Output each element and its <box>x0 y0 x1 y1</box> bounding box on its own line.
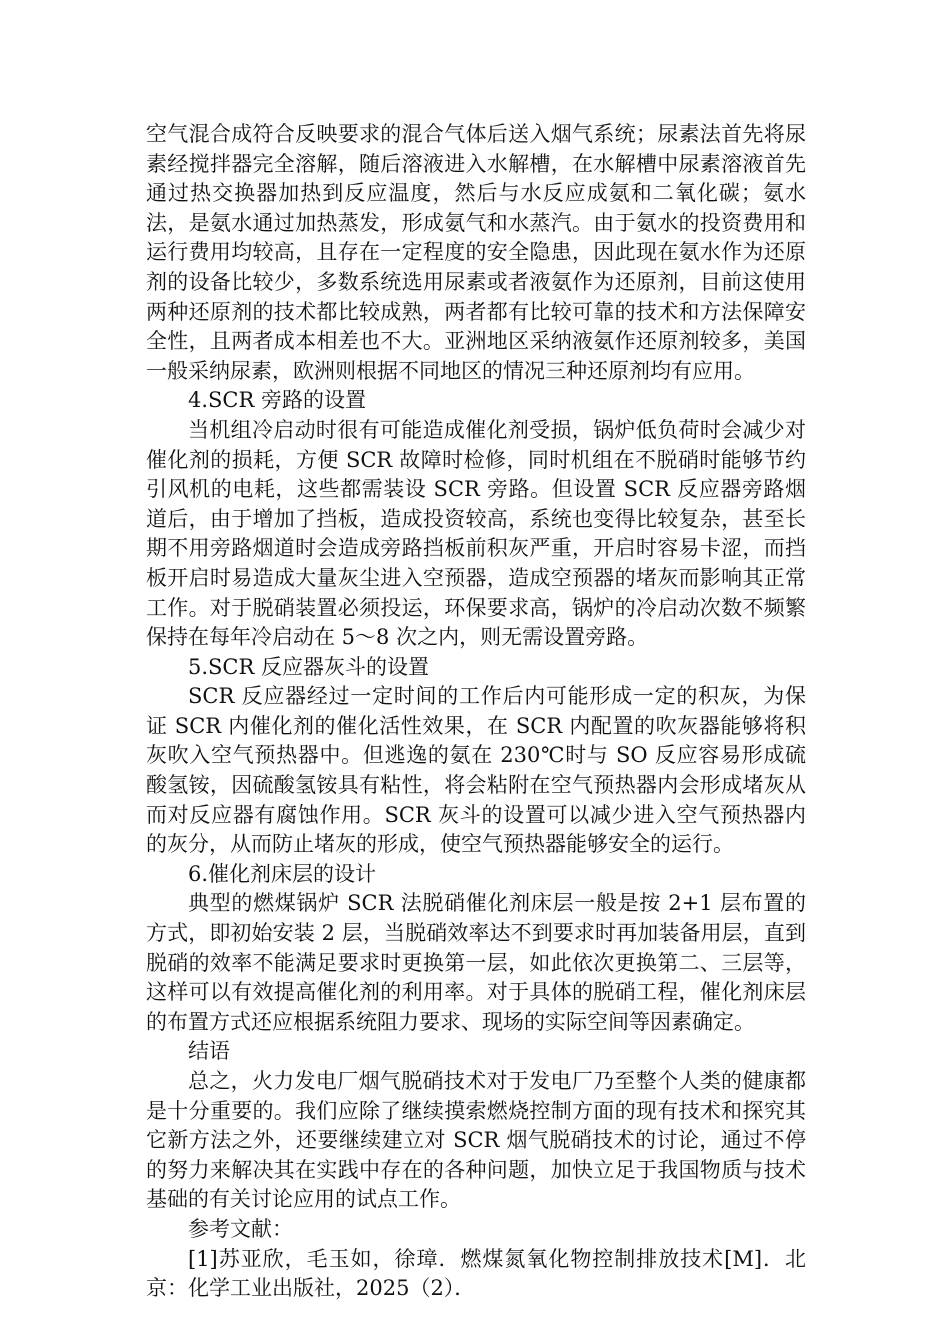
section-heading-conclusion: 结语 <box>188 1039 230 1064</box>
section-heading-references: 参考文献： <box>188 1216 293 1241</box>
paragraph-conclusion: 总之，火力发电厂烟气脱硝技术对于发电厂乃至整个人类的健康都是十分重要的。我们应除了继续摸索燃烧控制方面的现有技术和探究其它新方法之外，还要继续建立对 SCR 烟气脱硝技术的讨论，通过不停的努力来解决其在实践中存在的各种问题，加快立足于我国物质与技术基础的有关讨论应用的试点工作。 <box>146 1069 806 1212</box>
paragraph-scr-bypass: 当机组冷启动时很有可能造成催化剂受损，锅炉低负荷时会减少对催化剂的损耗，方便 SCR 故障时检修，同时机组在不脱硝时能够节约引风机的电耗，这些都需装设 SCR 旁路。但设置 SCR 反应器旁路烟道后，由于增加了挡板，造成投资较高，系统也变得比较复杂，甚至长期不用旁路烟道时会造成旁路挡板前积灰严重，开启时容易卡涩，而挡板开启时易造成大量灰尘进入空预器，造成空预器的堵灰而影响其正常工作。对于脱硝装置必须投运，环保要求高，锅炉的冷启动次数不频繁保持在每年冷启动在 5～8 次之内，则无需设置旁路。 <box>146 417 806 650</box>
paragraph-ash-hopper: SCR 反应器经过一定时间的工作后内可能形成一定的积灰，为保证 SCR 内催化剂的催化活性效果，在 SCR 内配置的吹灰器能够将积灰吹入空气预热器中。但逃逸的氨在 230℃时与 SO 反应容易形成硫酸氢铵，因硫酸氢铵具有粘性，将会粘附在空气预热器内会形成堵灰从而对反应器有腐蚀作用。SCR 灰斗的设置可以减少进入空气预热器内的灰分，从而防止堵灰的形成，使空气预热器能够安全的运行。 <box>146 684 806 857</box>
section-heading-scr-bypass: 4.SCR 旁路的设置 <box>188 388 366 413</box>
document-body <box>146 120 806 1304</box>
paragraph-catalyst-bed: 典型的燃煤锅炉 SCR 法脱硝催化剂床层一般是按 2+1 层布置的方式，即初始安装 2 层，当脱硝效率达不到要求时再加装备用层，直到脱硝的效率不能满足要求时更换第一层，如此依次更换第二、三层等，这样可以有效提高催化剂的利用率。对于具体的脱硝工程，催化剂床层的布置方式还应根据系统阻力要求、现场的实际空间等因素确定。 <box>146 891 806 1034</box>
section-heading-catalyst-bed: 6.催化剂床层的设计 <box>188 861 377 886</box>
section-heading-ash-hopper: 5.SCR 反应器灰斗的设置 <box>188 654 429 679</box>
reference-item: [1]苏亚欣，毛玉如，徐璋．燃煤氮氧化物控制排放技术[M]．北京：化学工业出版社，2025（2）． <box>146 1246 806 1301</box>
paragraph-reducing-agents: 空气混合成符合反映要求的混合气体后送入烟气系统；尿素法首先将尿素经搅拌器完全溶解，随后溶液进入水解槽，在水解槽中尿素溶液首先通过热交换器加热到反应温度，然后与水反应成氨和二氧化碳；氨水法，是氨水通过加热蒸发，形成氨气和水蒸汽。由于氨水的投资费用和运行费用均较高，且存在一定程度的安全隐患，因此现在氨水作为还原剂的设备比较少，多数系统选用尿素或者液氨作为还原剂，目前这使用两种还原剂的技术都比较成熟，两者都有比较可靠的技术和方法保障安全性，且两者成本相差也不大。亚洲地区采纳液氨作还原剂较多，美国一般采纳尿素，欧洲则根据不同地区的情况三种还原剂均有应用。 <box>146 122 806 383</box>
